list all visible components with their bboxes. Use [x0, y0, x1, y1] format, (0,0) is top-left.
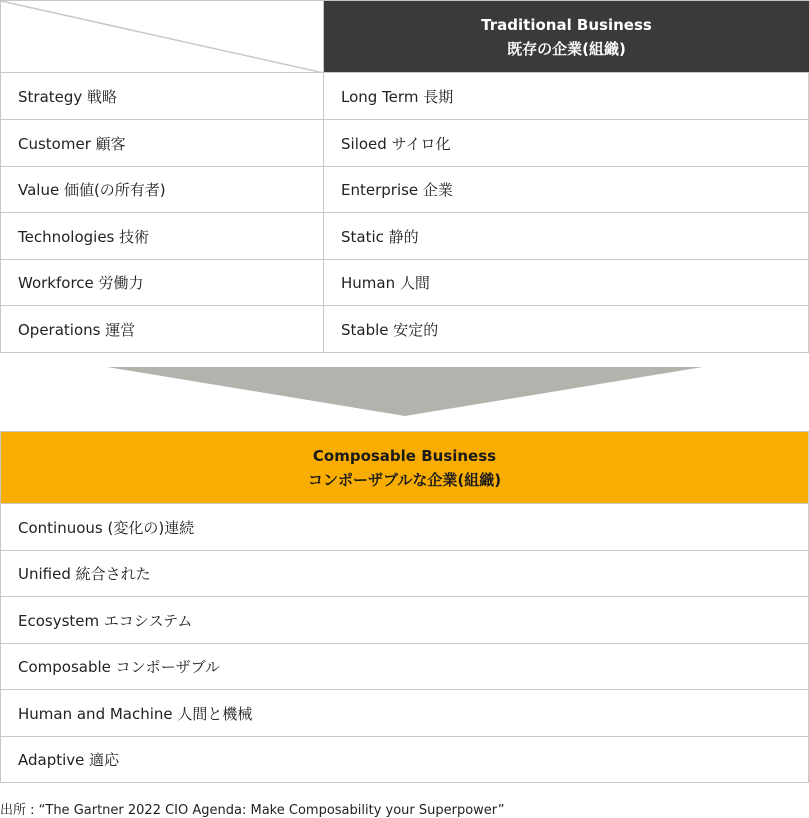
composable-value-cell: Composable コンポーザブル [1, 643, 808, 690]
dimension-cell: Workforce 労働力 [1, 259, 324, 306]
traditional-value-cell: Stable 安定的 [341, 321, 439, 339]
traditional-header-title: Traditional Business [481, 15, 652, 34]
composable-value-cell: Continuous (変化の)連続 [1, 504, 808, 551]
traditional-business-header [324, 1, 809, 73]
source-citation: 出所 : “The Gartner 2022 CIO Agenda: Make Composability your Superpower” [0, 803, 505, 818]
down-arrow-icon [0, 353, 809, 431]
traditional-value-cell: Enterprise 企業 [324, 166, 809, 213]
composable-value-cell: Adaptive 適応 [1, 736, 808, 783]
dimension-cell: Customer 顧客 [1, 120, 324, 167]
composable-business-table [0, 431, 809, 783]
traditional-value-cell: Long Term 長期 [324, 73, 809, 120]
composable-header-subtitle: コンポーザブルな企業(組織) [307, 470, 502, 489]
composable-value-cell: Ecosystem エコシステム [1, 597, 808, 644]
traditional-value-cell: Human 人間 [324, 259, 809, 306]
composable-header-title: Composable Business [312, 446, 497, 465]
dimension-cell: Technologies 技術 [1, 213, 324, 260]
traditional-value-cell: Static 静的 [324, 213, 809, 260]
traditional-header-subtitle: 既存の企業(組織) [507, 39, 626, 58]
dimension-cell: Value 価値(の所有者) [1, 166, 324, 213]
traditional-value-cell: Siloed サイロ化 [324, 120, 809, 167]
composable-business-header [1, 432, 808, 504]
traditional-business-table [0, 0, 809, 353]
empty-corner-cell [1, 1, 324, 73]
composable-value-cell: Unified 統合された [1, 550, 808, 597]
diagonal-divider [1, 1, 324, 73]
dimension-cell: Strategy 戦略 [1, 73, 324, 120]
dimension-cell: Operations 運営 [1, 306, 324, 353]
composable-value-cell: Human and Machine 人間と機械 [1, 690, 808, 737]
